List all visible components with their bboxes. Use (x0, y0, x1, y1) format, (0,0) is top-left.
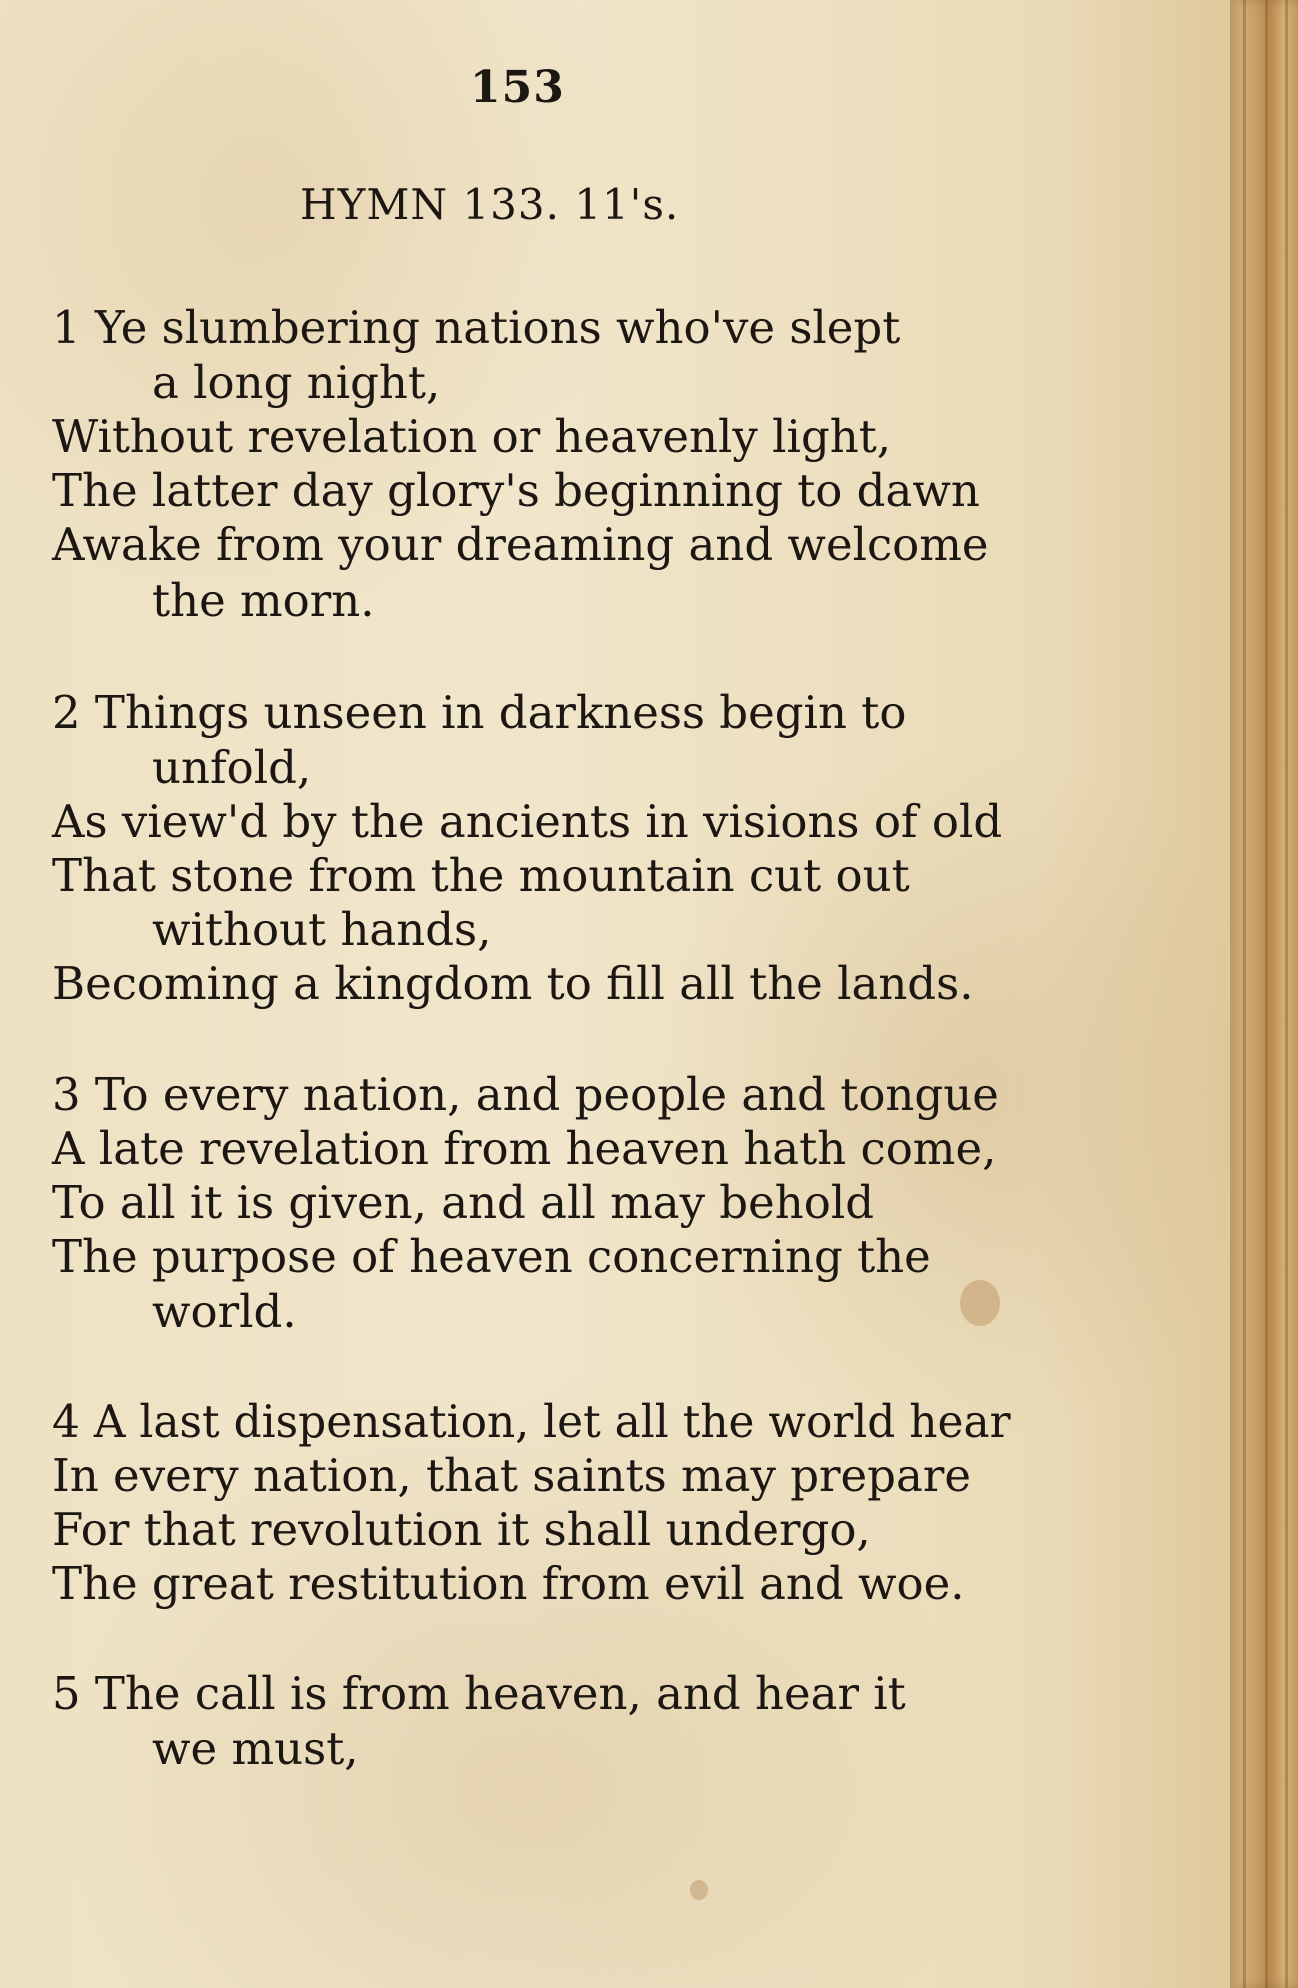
verse-1-line-5: Awake from your dreaming and welcome (52, 518, 989, 571)
verse-1-line-2: a long night, (152, 356, 441, 409)
verse-3-line-1: 3 To every nation, and people and tongue (52, 1068, 999, 1121)
verse-1-line-4: The latter day glory's beginning to dawn (52, 464, 980, 517)
page-number: 153 (470, 62, 565, 113)
verse-1-line-1: 1 Ye slumbering nations who've slept (52, 301, 901, 354)
verse-2-line-3: As view'd by the ancients in visions of old (52, 795, 1003, 848)
verse-3-line-5: world. (152, 1285, 297, 1338)
spine-crease (1243, 0, 1246, 1988)
verse-4-line-3: For that revolution it shall undergo, (52, 1503, 871, 1556)
spine-crease (1265, 0, 1268, 1988)
verse-3-line-3: To all it is given, and all may behold (52, 1176, 875, 1229)
verse-2-line-4: That stone from the mountain cut out (52, 849, 910, 902)
verse-2-line-5: without hands, (152, 903, 492, 956)
verse-4-line-4: The great restitution from evil and woe. (52, 1557, 965, 1610)
verse-3-line-4: The purpose of heaven concerning the (52, 1230, 931, 1283)
verse-5-line-1: 5 The call is from heaven, and hear it (52, 1667, 906, 1720)
verse-2-line-1: 2 Things unseen in darkness begin to (52, 686, 907, 739)
hymn-title: HYMN 133. 11's. (300, 180, 680, 229)
paper-stain (960, 1280, 1000, 1326)
verse-3-line-2: A late revelation from heaven hath come, (52, 1122, 997, 1175)
verse-2-line-2: unfold, (152, 741, 312, 794)
verse-1-line-3: Without revelation or heavenly light, (52, 410, 892, 463)
book-spine-edge (1230, 0, 1298, 1988)
verse-1-line-6: the morn. (152, 574, 375, 627)
verse-4-line-2: In every nation, that saints may prepare (52, 1449, 971, 1502)
spine-crease (1285, 0, 1288, 1988)
paper-stain (690, 1880, 708, 1900)
verse-5-line-2: we must, (152, 1722, 359, 1775)
verse-2-line-6: Becoming a kingdom to fill all the lands. (52, 957, 974, 1010)
verse-4-line-1: 4 A last dispensation, let all the world hear (52, 1395, 1011, 1448)
